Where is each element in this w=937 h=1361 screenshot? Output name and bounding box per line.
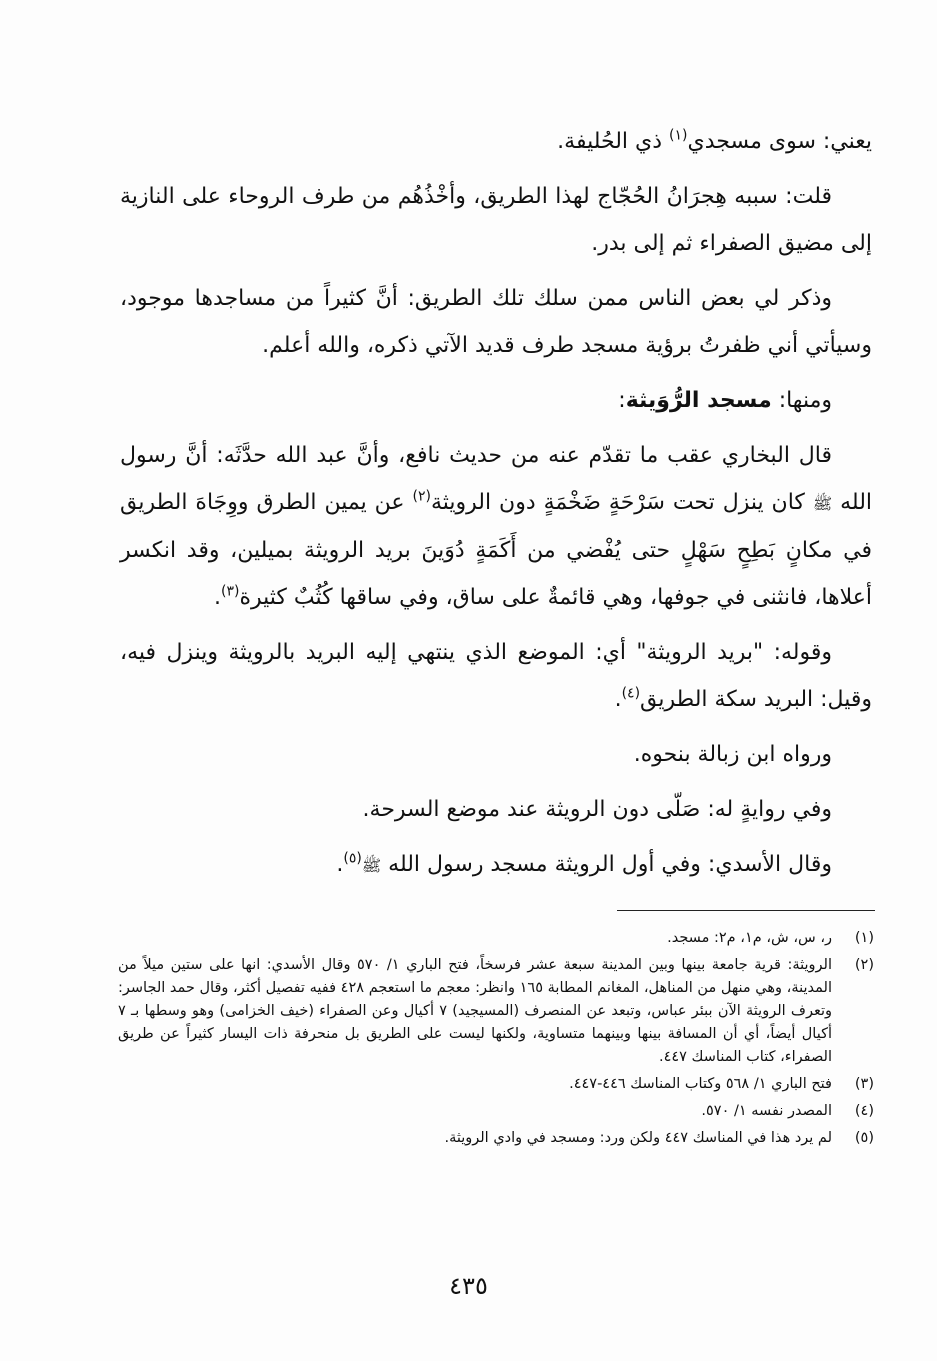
footnote-text: لم يرد هذا في المناسك ٤٤٧ ولكن ورد: ومسجد في وادي الرويثة. [444, 1130, 832, 1146]
page-number: ٤٣٥ [449, 1272, 488, 1300]
footnote-2 [118, 954, 874, 1069]
p6-text: وقوله: "بريد الرويثة" أي: الموضع الذي ينتهي إليه البريد بالرويثة وينزل فيه، وقيل: البريد سكة الطريق [120, 640, 872, 712]
footnote-ref-3[interactable]: (٣) [221, 583, 240, 600]
footnote-ref-2[interactable]: (٢) [412, 488, 431, 505]
paragraph-9 [120, 841, 872, 889]
footnote-4 [118, 1100, 874, 1123]
section-prefix: ومنها: [771, 388, 832, 413]
section-suffix: : [618, 388, 626, 413]
salla-glyph: ﷺ [812, 494, 833, 513]
salla-glyph: ﷺ [361, 856, 382, 875]
paragraph-6 [120, 629, 872, 723]
paragraph-7: ورواه ابن زبالة بنحوه. [633, 742, 832, 767]
paragraph-4 [120, 377, 872, 424]
footnote-text: المصدر نفسه ١/ ٥٧٠. [701, 1103, 832, 1119]
p5-text-part1: قال البخاري عقب ما تقدّم عنه من حديث نافع، وأنَّ عبد الله حدَّثَه: أنَّ رسول الله [120, 443, 873, 515]
footnote-ref-1[interactable]: (١) [669, 127, 688, 144]
paragraph-8: وفي روايةٍ له: صَلّى دون الرويثة عند موضع السرحة. [362, 797, 832, 822]
footnote-divider [617, 910, 875, 911]
footnote-text: فتح الباري ١/ ٥٦٨ وكتاب المناسك ٤٤٦-٤٤٧. [569, 1076, 832, 1092]
footnote-number: (١) [854, 930, 874, 946]
p1-text: يعني: سوى مسجدي [687, 129, 872, 154]
footnote-text: ر، س، ش، م١، م٢: مسجد. [667, 930, 832, 946]
footnote-ref-5[interactable]: (٥) [343, 850, 362, 867]
footnote-1 [118, 927, 874, 950]
paragraph-1 [120, 118, 872, 165]
paragraph-5 [120, 432, 872, 621]
footnote-text: الرويثة: قرية جامعة بينها وبين المدينة سبعة عشر فرسخاً، فتح الباري ١/ ٥٧٠ وقال الأسدي: انها على ستين ميلاً من المدينة، وهي منهل من المناهل، المغانم المطابة ١٦٥ وانظر: معجم ما استعجم ٤٢٨ ففيه تفصيل أكثر، وقال حمد الجاسر: وتعرف الرويثة الآن ببئر عباس، وتبعد عن المنصرف (المسيجيد) ٧ أكيال وعن الصفراء (خيف الخزامى) وهو وسطها بـ ٧ أكيال أيضاً، أي أن المسافة بينها وبينهما متساوية، ولكنها ليست على الطريق بل منحرفة ذات اليسار كثيراً عن طريق الصفراء، كتاب المناسك ٤٤٧. [118, 957, 833, 1065]
paragraph-2: قلت: سببه هِجرَانُ الحُجّاج لهذا الطريق، وأخْذُهُم من طرف الروحاء على النازية إلى مضيق الصفراء ثم إلى بدر. [120, 184, 872, 256]
p1-text-end: ذي الحُليفة. [557, 129, 670, 154]
footnote-number: (٣) [854, 1076, 874, 1092]
p6-text-end: . [614, 687, 622, 712]
footnote-number: (٢) [854, 957, 874, 973]
p5-text-part3: عن يمين الطرق ووِجَاهَ الطريق في مكانٍ بَطِحٍ سَهْلٍ حتى يُفْضي من أَكَمَةٍ دُوَينَ بريد الرويثة بميلين، وقد انكسر أعلاها، فانثنى في جوفها، وهي قائمةٌ على ساق، وفي ساقها كُثُبٌ كثيرة [120, 490, 872, 610]
paragraph-3: وذكر لي بعض الناس ممن سلك تلك الطريق: أنَّ كثيراً من مساجدها موجود، وسيأتي أني ظفرتُ برؤية مسجد طرف قديد الآتي ذكره، والله أعلم. [120, 286, 872, 358]
section-heading: مسجد الرُّوَيثة [625, 388, 772, 413]
footnote-ref-4[interactable]: (٤) [621, 685, 641, 702]
footnote-5 [118, 1127, 874, 1150]
p9-text-end: . [336, 852, 344, 877]
main-text [120, 118, 872, 897]
p5-text-part4: . [214, 585, 222, 610]
footnotes [118, 927, 874, 1154]
footnote-number: (٤) [854, 1103, 874, 1119]
p9-text: وقال الأسدي: وفي أول الرويثة مسجد رسول الله [381, 852, 832, 877]
p5-text-part2: كان ينزل تحت سَرْحَةٍ ضَخْمَةٍ دون الرويثة [430, 490, 813, 515]
footnote-number: (٥) [854, 1130, 874, 1146]
footnote-3 [118, 1073, 874, 1096]
